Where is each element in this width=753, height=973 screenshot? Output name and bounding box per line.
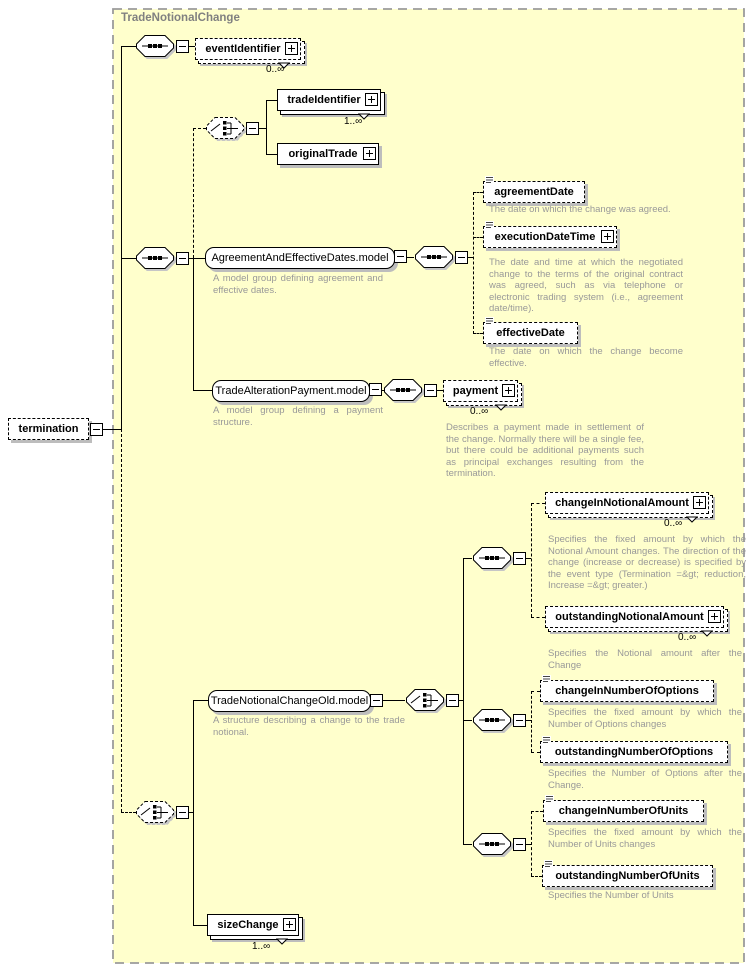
chevron-down-icon bbox=[276, 938, 288, 945]
expand-icon[interactable] bbox=[365, 93, 378, 106]
description-text: Specifies the fixed amount by which the Number of Units changes bbox=[548, 827, 742, 850]
element-label: agreementDate bbox=[494, 186, 574, 198]
element-box-executionDateTime[interactable] bbox=[483, 226, 617, 248]
element-label: outstandingNotionalAmount bbox=[555, 611, 704, 623]
connector-line bbox=[531, 617, 545, 618]
element-box-outstandingNumberOfOptions[interactable] bbox=[540, 741, 728, 763]
expand-icon[interactable] bbox=[693, 496, 706, 509]
simple-type-icon bbox=[485, 221, 494, 229]
diagram-title: TradeNotionalChange bbox=[121, 12, 240, 24]
connector-line bbox=[266, 154, 277, 155]
element-label: originalTrade bbox=[288, 148, 358, 160]
connector-line bbox=[259, 128, 266, 129]
simple-type-icon bbox=[485, 176, 494, 184]
expand-icon[interactable] bbox=[363, 147, 376, 160]
collapse-icon[interactable] bbox=[513, 838, 526, 851]
connector-line bbox=[193, 258, 194, 390]
connector-line bbox=[531, 691, 532, 752]
connector-line bbox=[193, 700, 194, 925]
chevron-down-icon bbox=[686, 516, 698, 523]
expand-icon[interactable] bbox=[285, 42, 298, 55]
element-box-termination[interactable] bbox=[8, 418, 89, 440]
connector-line bbox=[121, 812, 136, 813]
expand-icon[interactable] bbox=[502, 384, 515, 397]
element-box-changeInNumberOfOptions[interactable] bbox=[540, 680, 714, 702]
collapse-icon[interactable] bbox=[90, 423, 103, 436]
connector-line bbox=[531, 691, 540, 692]
description-text: A model group defining agreement and effective dates. bbox=[213, 273, 383, 296]
collapse-icon[interactable] bbox=[370, 694, 383, 707]
collapse-icon[interactable] bbox=[176, 252, 189, 265]
description-text: Specifies the Number of Units bbox=[548, 890, 674, 901]
connector-line bbox=[193, 390, 212, 391]
connector-line bbox=[473, 192, 483, 193]
group-label: TradeAlterationPayment.model bbox=[215, 385, 367, 397]
chevron-down-icon bbox=[701, 630, 713, 637]
connector-line bbox=[121, 429, 122, 812]
element-box-agreementDate[interactable] bbox=[483, 181, 585, 203]
connector-line bbox=[266, 100, 267, 154]
occurrence-label: 0..∞ bbox=[470, 406, 489, 417]
description-text: Specifies the Number of Options after the Change. bbox=[548, 768, 742, 791]
group-label: AgreementAndEffectiveDates.model bbox=[211, 252, 389, 264]
collapse-icon[interactable] bbox=[455, 251, 468, 264]
occurrence-label: 0..∞ bbox=[664, 518, 683, 529]
description-text: The date on which the change become effective. bbox=[489, 346, 683, 369]
element-box-outstandingNumberOfUnits[interactable] bbox=[542, 865, 713, 887]
element-label: eventIdentifier bbox=[205, 43, 281, 55]
group-box-TradeNotionalChangeOld[interactable] bbox=[208, 690, 371, 712]
sequence-icon[interactable] bbox=[472, 546, 512, 570]
connector-line bbox=[193, 700, 208, 701]
connector-line bbox=[189, 258, 205, 259]
occurrence-label: 1..∞ bbox=[344, 116, 363, 127]
simple-type-icon bbox=[542, 675, 551, 683]
description-text: Specifies the Notional amount after the Change bbox=[548, 648, 742, 671]
element-label: outstandingNumberOfOptions bbox=[554, 746, 714, 758]
sequence-icon[interactable] bbox=[135, 34, 175, 58]
element-label: tradeIdentifier bbox=[287, 94, 361, 106]
element-box-changeInNotionalAmount[interactable] bbox=[545, 492, 709, 514]
simple-type-icon bbox=[544, 860, 553, 868]
description-text: A model group defining a payment structure. bbox=[213, 405, 383, 428]
connector-line bbox=[121, 46, 122, 429]
element-box-originalTrade[interactable] bbox=[277, 143, 379, 165]
connector-line bbox=[193, 128, 194, 258]
description-text: A structure describing a change to the trade notional. bbox=[213, 715, 405, 738]
collapse-icon[interactable] bbox=[513, 714, 526, 727]
collapse-icon[interactable] bbox=[446, 694, 459, 707]
expand-icon[interactable] bbox=[601, 230, 614, 243]
connector-line bbox=[407, 257, 414, 258]
element-label: changeInNumberOfUnits bbox=[558, 805, 689, 817]
element-box-outstandingNotionalAmount[interactable] bbox=[545, 606, 724, 628]
element-box-eventIdentifier[interactable] bbox=[195, 38, 301, 60]
choice-icon[interactable] bbox=[135, 800, 175, 824]
group-box-AgreementAndEffectiveDates[interactable] bbox=[205, 247, 395, 269]
group-box-TradeAlterationPayment[interactable] bbox=[212, 380, 370, 402]
element-label: termination bbox=[18, 423, 79, 435]
connector-line bbox=[473, 237, 483, 238]
description-text: Specifies the fixed amount by which the Number of Options changes bbox=[548, 707, 742, 730]
description-text: Describes a payment made in settlement of the change. Normally there will be a single fee, but there could be additional payments such as principal exchanges resulting from the termination. bbox=[446, 422, 644, 479]
simple-type-icon bbox=[485, 317, 494, 325]
sequence-icon[interactable] bbox=[135, 246, 175, 270]
element-label: sizeChange bbox=[217, 919, 279, 931]
element-label: executionDateTime bbox=[494, 231, 596, 243]
connector-line bbox=[463, 558, 472, 559]
connector-line bbox=[102, 429, 121, 430]
sequence-icon[interactable] bbox=[472, 832, 512, 856]
description-text: The date and time at which the negotiated change to the terms of the original contract was agreed, such as via telephone or electronic trading system (i.e., agreement date/time). bbox=[489, 257, 683, 314]
sequence-icon[interactable] bbox=[472, 708, 512, 732]
expand-icon[interactable] bbox=[283, 918, 296, 931]
collapse-icon[interactable] bbox=[394, 250, 407, 263]
connector-line bbox=[193, 925, 207, 926]
connector-line bbox=[473, 192, 474, 334]
connector-line bbox=[473, 333, 483, 334]
element-box-sizeChange[interactable] bbox=[207, 914, 299, 936]
element-label: effectiveDate bbox=[496, 327, 565, 339]
chevron-down-icon bbox=[495, 404, 507, 411]
connector-line bbox=[383, 700, 405, 701]
collapse-icon[interactable] bbox=[369, 383, 382, 396]
connector-line bbox=[531, 503, 545, 504]
simple-type-icon bbox=[545, 795, 554, 803]
element-label: payment bbox=[452, 385, 499, 397]
occurrence-label: 0..∞ bbox=[678, 632, 697, 643]
connector-line bbox=[463, 558, 464, 844]
expand-icon[interactable] bbox=[708, 610, 721, 623]
connector-line bbox=[463, 844, 472, 845]
choice-icon[interactable] bbox=[205, 116, 245, 140]
connector-line bbox=[531, 503, 532, 617]
collapse-icon[interactable] bbox=[176, 806, 189, 819]
element-box-tradeIdentifier[interactable] bbox=[277, 89, 381, 111]
connector-line bbox=[531, 876, 542, 877]
occurrence-label: 1..∞ bbox=[252, 941, 271, 952]
collapse-icon[interactable] bbox=[424, 384, 437, 397]
element-box-payment[interactable] bbox=[443, 380, 518, 402]
connector-line bbox=[463, 720, 472, 721]
collapse-icon[interactable] bbox=[513, 552, 526, 565]
description-text: Specifies the fixed amount by which the Notional Amount changes. The direction of the change (increase or decrease) is specified by the event type (Termination =&gt; reduction, Increase =&gt; greater.) bbox=[548, 534, 746, 591]
element-label: changeInNumberOfOptions bbox=[555, 685, 699, 697]
simple-type-icon bbox=[542, 736, 551, 744]
connector-line bbox=[266, 100, 277, 101]
group-label: TradeNotionalChangeOld.model bbox=[210, 695, 369, 707]
collapse-icon[interactable] bbox=[246, 122, 259, 135]
description-text: The date on which the change was agreed. bbox=[489, 204, 671, 215]
choice-icon[interactable] bbox=[405, 688, 445, 712]
element-label: outstandingNumberOfUnits bbox=[555, 870, 700, 882]
element-label: changeInNotionalAmount bbox=[555, 497, 689, 509]
collapse-icon[interactable] bbox=[176, 40, 189, 53]
connector-line bbox=[531, 811, 543, 812]
element-box-effectiveDate[interactable] bbox=[483, 322, 578, 344]
connector-line bbox=[121, 46, 136, 47]
occurrence-label: 0..∞ bbox=[266, 64, 285, 75]
connector-line bbox=[121, 258, 136, 259]
connector-line bbox=[531, 752, 540, 753]
sequence-icon[interactable] bbox=[383, 378, 423, 402]
element-box-changeInNumberOfUnits[interactable] bbox=[543, 800, 704, 822]
connector-line bbox=[531, 811, 532, 876]
sequence-icon[interactable] bbox=[414, 245, 454, 269]
